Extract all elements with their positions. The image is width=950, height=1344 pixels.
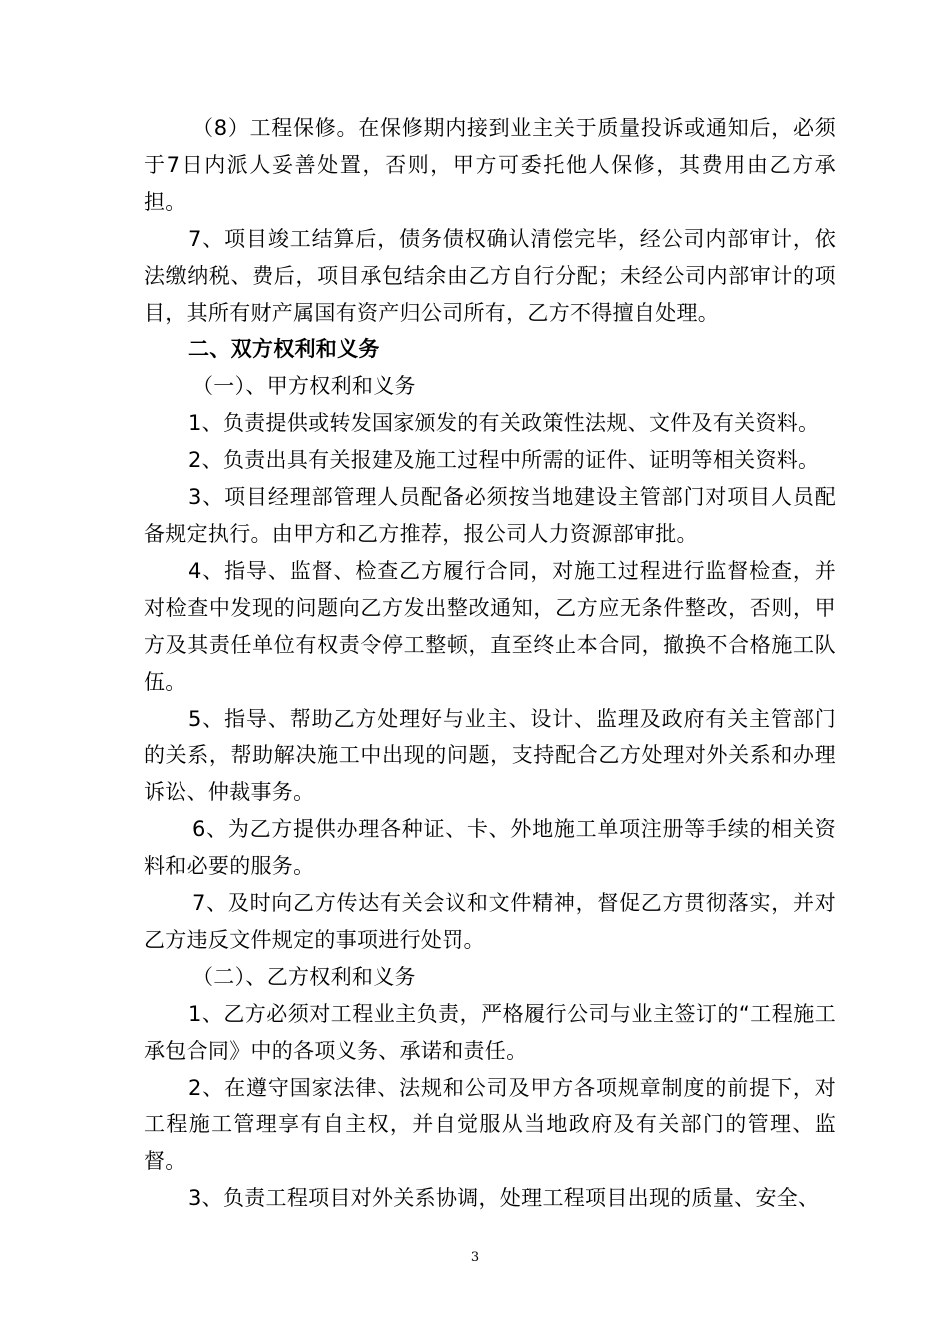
- paragraph-warranty: （8）工程保修。在保修期内接到业主关于质量投诉或通知后，必须于7日内派人妥善处置，否则，甲方可委托他人保修，其费用由乙方承担。: [144, 116, 836, 214]
- paragraph-settlement: 7、项目竣工结算后，债务债权确认清偿完毕，经公司内部审计，依法缴纳税、费后，项目承包结余由乙方自行分配；未经公司内部审计的项目，其所有财产属国有资产归公司所有，乙方不得擅自处理。: [144, 226, 836, 325]
- paragraph-a-item-7: 7、及时向乙方传达有关会议和文件精神，督促乙方贯彻落实，并对乙方违反文件规定的事项进行处罚。: [144, 891, 836, 952]
- paragraph-b-item-2: 2、在遵守国家法律、法规和公司及甲方各项规章制度的前提下，对工程施工管理享有自主权，并自觉服从当地政府及有关部门的管理、监督。: [144, 1075, 836, 1174]
- paragraph-a-item-3: 3、项目经理部管理人员配备必须按当地建设主管部门对项目人员配备规定执行。由甲方和乙方推荐，报公司人力资源部审批。: [144, 485, 836, 546]
- section-heading-rights-obligations: 二、双方权利和义务: [188, 337, 380, 362]
- paragraph-a-item-2: 2、负责出具有关报建及施工过程中所需的证件、证明等相关资料。: [188, 448, 820, 473]
- paragraph-b-item-3: 3、负责工程项目对外关系协调，处理工程项目出现的质量、安全、: [188, 1186, 820, 1211]
- subsection-heading-party-a: （一）、甲方权利和义务: [192, 374, 416, 399]
- paragraph-a-item-4: 4、指导、监督、检查乙方履行合同，对施工过程进行监督检查，并对检查中发现的问题向乙方发出整改通知，乙方应无条件整改，否则，甲方及其责任单位有权责令停工整顿，直至终止本合同，撤换不合格施工队伍。: [144, 558, 836, 694]
- paragraph-a-item-1: 1、负责提供或转发国家颁发的有关政策性法规、文件及有关资料。: [188, 411, 820, 436]
- paragraph-b-item-1: 1、乙方必须对工程业主负责，严格履行公司与业主签订的“工程施工承包合同》中的各项义务、承诺和责任。: [144, 1001, 836, 1063]
- paragraph-a-item-5: 5、指导、帮助乙方处理好与业主、设计、监理及政府有关主管部门的关系，帮助解决施工中出现的问题，支持配合乙方处理对外关系和办理诉讼、仲裁事务。: [144, 706, 836, 805]
- page-number: 3: [470, 1250, 480, 1265]
- document-body: [144, 110, 836, 1217]
- paragraph-a-item-6: 6、为乙方提供办理各种证、卡、外地施工单项注册等手续的相关资料和必要的服务。: [144, 817, 836, 879]
- subsection-heading-party-b: （二）、乙方权利和义务: [192, 964, 416, 989]
